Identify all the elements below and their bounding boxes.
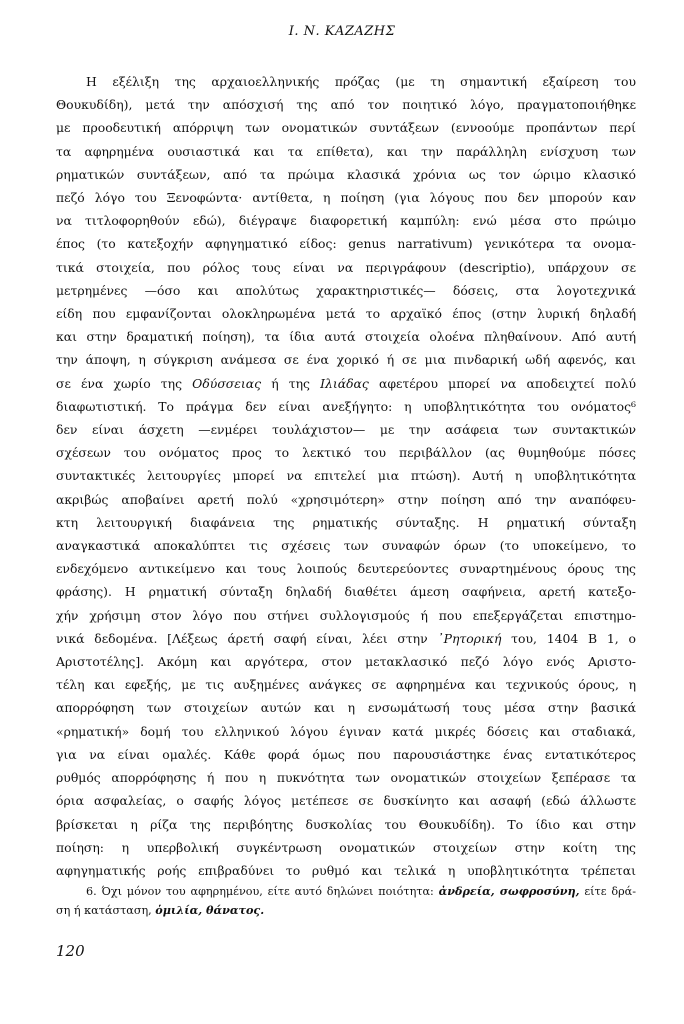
text-line: τικά στοιχεία, που ρόλος τους είναι να περιγράφουν (descriptio), υπάρχουν σε — [56, 259, 636, 275]
text-line: φράσης). Η ρηματική σύνταξη δηλαδή διαθέτει άμεση σαφήνεια, αρετή κατεξο- — [56, 584, 636, 600]
text-line: ακριβώς αποβαίνει αρετή πολύ «χρησιμότερη» στην ποίηση από την αναπόφευ- — [56, 491, 636, 507]
text-line: κτη λειτουργική διαφάνεια της ρηματικής σύνταξης. Η ρηματική σύνταξη — [56, 514, 636, 530]
footnote — [56, 882, 636, 920]
footnote-text: είτε δρά- — [579, 885, 636, 898]
text-line: σε ένα χωρίο της Οδύσσειας ή της Ιλιάδας αφετέρου μπορεί να αποδειχτεί πολύ — [56, 375, 636, 391]
text-line: χήν χρήσιμη στον λόγο που στήνει συλλογισμούς ή που επεξεργάζεται επιστημο- — [56, 607, 636, 623]
text-line: τα αφηρημένα ουσιαστικά και τα επίθετα), και την παράλληλη ενίσχυση των — [56, 143, 636, 159]
text-line: ενδεχόμενο αντικείμενο και τους λοιπούς δευτερεύοντες συναρτημένους όρους της — [56, 561, 636, 577]
text-line: να τιτλοφορηθούν εδώ), διέγραψε διαφορετική καμπύλη: ενώ μέσα στο πρώιμο — [56, 213, 636, 229]
text-line: έπος (το κατεξοχήν αφηγηματικό είδος: genus narrativum) γενικότερα τα ονομα- — [56, 236, 636, 252]
text-line: Η εξέλιξη της αρχαιοελληνικής πρόζας (με τη σημαντική εξαίρεση του — [86, 74, 636, 89]
footnote-emphasis: ἀνδρεία, σωφροσύνη, — [438, 884, 580, 898]
text-line: συντακτικές λειτουργίες μπορεί να επιτελεί μια πτώση). Αυτή η υποβλητικότητα — [56, 468, 636, 484]
text-line: νικά δεδομένα. [Λέξεως άρετή σαφή είναι, λέει στην ᾿Ρητορική του, 1404 Β 1, ο — [56, 630, 636, 646]
text-line: όρια ασφαλείας, ο σαφής λόγος μετέπεσε σε δυσκίνητο και ασαφή (εδώ άλλωστε — [56, 793, 636, 809]
footnote-line — [56, 901, 636, 920]
text-line: ρηματικών συντάξεων, από τα πρώιμα κλασικά χρόνια ως τον ώριμο κλασικό — [56, 166, 636, 182]
text-line: αναγκαστικά αποκαλύπτει τις σχέσεις των συναφών όρων (το υποκείμενο, το — [56, 538, 636, 554]
footnote-line — [56, 882, 636, 901]
italic-title: Οδύσσειας — [192, 375, 262, 391]
text-line: ποίηση: η υπερβολική συγκέντρωση ονοματικών στοιχείων στην κοίτη της — [56, 839, 636, 855]
text-line: βρίσκεται η ρίζα της περιβόητης δυσκολίας του Θουκυδίδη). Το ίδιο και στην — [56, 816, 636, 832]
running-head: Ι. Ν. ΚΑΖΑΖΗΣ — [288, 24, 396, 39]
text-line: είδη που εμφανίζονται ολοκληρωμένα μετά το αρχαϊκό έπος (στην λυρική δηλαδή — [56, 306, 636, 322]
text-line: με προοδευτική απόρριψη των ονοματικών συντάξεων (εννοούμε προπάντων περί — [56, 120, 636, 136]
text-line: τέλη και εφεξής, με τις αυξημένες ανάγκες σε αφηρημένα και τεχνικούς όρους, η — [56, 677, 636, 693]
text-line: αφηγηματικής ροής επιβραδύνει το ρυθμό και τελικά η υποβλητικότητα τρέπεται — [56, 862, 636, 878]
text-line: πεζό λόγο του Ξενοφώντα· αντίθετα, η ποίηση (για λόγους που δεν μπορούν καν — [56, 190, 636, 206]
text-line: ρυθμός απορρόφησης ή που η πυκνότητα των ονοματικών στοιχείων ξεπέρασε τα — [56, 770, 636, 786]
text-line: απορρόφηση των στοιχείων αυτών και η ενσωμάτωσή τους μέσα στην βασικά — [56, 700, 636, 716]
text-line: δεν είναι άσχετη —ενμέρει τουλάχιστον— με την ασάφεια των συντακτικών — [56, 422, 636, 438]
text-line: διαφωτιστική. Το πράγμα δεν είναι ανεξήγητο: η υποβλητικότητα του ονόματος⁶ — [56, 398, 636, 414]
italic-title: ᾿Ρητορική — [437, 630, 502, 646]
page-number: 120 — [56, 942, 85, 960]
footnote-text: ση ή κατάσταση, — [56, 904, 156, 917]
body-text — [56, 70, 636, 882]
text-line: την άποψη, η σύγκριση ανάμεσα σε ένα χορικό ή σε μια πινδαρική ωδή αφενός, και — [56, 352, 636, 368]
text-line: μετρημένες —όσο και απολύτως χαρακτηριστικές— δόσεις, στα λογοτεχνικά — [56, 282, 636, 298]
italic-title: Ιλιάδας — [320, 375, 369, 391]
footnote-emphasis: ὁμιλία, θάνατος. — [155, 903, 265, 917]
text-line: για να είναι ομαλές. Κάθε φορά όμως που παρουσιάστηκε ένας εντατικότερος — [56, 746, 636, 762]
text-line: σχέσεων του ονόματος προς το λεκτικό του περιβάλλον (ας θυμηθούμε πόσες — [56, 445, 636, 461]
text-line: «ρηματική» δομή του ελληνικού λόγου έγιναν κατά μικρές δόσεις και σταδιακά, — [56, 723, 636, 739]
text-line: και στην δραματική ποίηση), τα ίδια αυτά στοιχεία ολοένα πληθαίνουν. Από αυτή — [56, 329, 636, 345]
text-line: Αριστοτέλης]. Ακόμη και αργότερα, στον μετακλασικό πεζό λόγο ενός Αριστο- — [56, 654, 636, 670]
footnote-text: 6. Όχι μόνον του αφηρημένου, είτε αυτό δηλώνει ποιότητα: — [86, 885, 439, 898]
text-line: Θουκυδίδη), μετά την απόσχισή της από τον ποιητικό λόγο, πραγματοποιήθηκε — [56, 97, 636, 113]
